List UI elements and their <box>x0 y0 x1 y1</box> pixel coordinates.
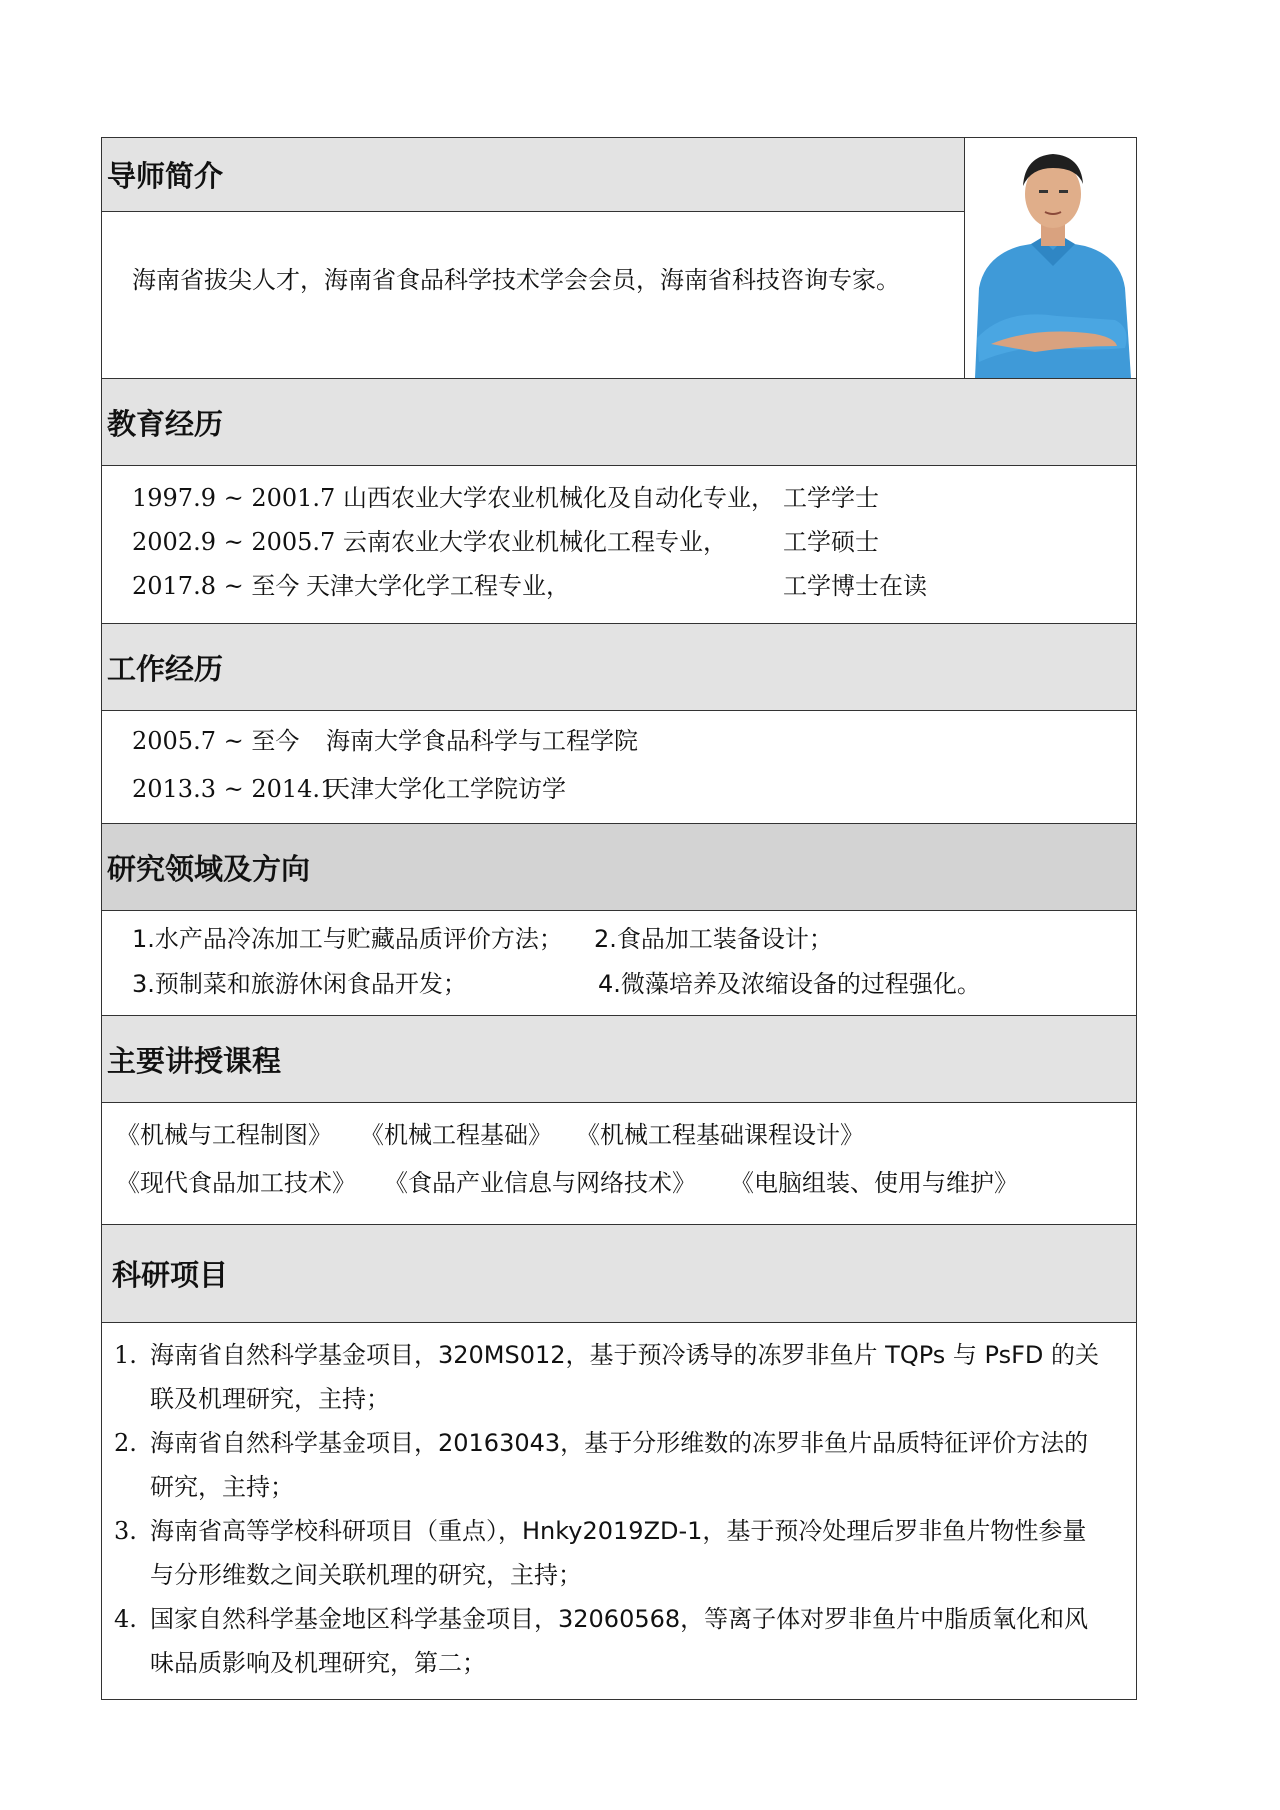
intro-body <box>102 212 966 378</box>
project-line: 海南省自然科学基金项目，20163043，基于分形维数的冻罗非鱼片品质特征评价方法的 <box>150 1429 1089 1457</box>
courses-title: 主要讲授课程 <box>107 1043 282 1078</box>
education-school: 山西农业大学农业机械化及自动化专业， <box>342 484 775 512</box>
intro-text: 海南省拔尖人才，海南省食品科学技术学会会员，海南省科技咨询专家。 <box>132 266 900 294</box>
section-header-courses <box>102 1015 1136 1103</box>
education-title: 教育经历 <box>107 406 224 441</box>
education-school: 天津大学化学工程专业， <box>306 572 570 600</box>
education-period: 2002.9 ~ 2005.7 <box>132 528 336 556</box>
project-line: 国家自然科学基金地区科学基金项目，32060568，等离子体对罗非鱼片中脂质氧化和风 <box>150 1605 1089 1633</box>
education-row <box>132 574 299 598</box>
course-item: 《机械工程基础课程设计》 <box>576 1121 864 1149</box>
education-period: 1997.9 ~ 2001.7 <box>132 484 336 512</box>
course-item: 《机械工程基础》 <box>360 1121 552 1149</box>
work-period: 2005.7 ~ 至今 <box>132 727 300 755</box>
section-header-work <box>102 623 1136 711</box>
work-title: 工作经历 <box>107 651 224 686</box>
portrait-icon <box>965 138 1136 378</box>
section-header-intro <box>102 138 966 212</box>
research-item: 1.水产品冷冻加工与贮藏品质评价方法； <box>132 925 563 953</box>
course-item: 《电脑组装、使用与维护》 <box>730 1169 1018 1197</box>
courses-body <box>102 1103 1136 1224</box>
portrait-photo <box>964 138 1136 378</box>
research-title: 研究领域及方向 <box>107 851 311 886</box>
education-school: 云南农业大学农业机械化工程专业， <box>342 528 727 556</box>
project-line: 联及机理研究，主持； <box>150 1385 390 1413</box>
projects-title: 科研项目 <box>112 1258 229 1292</box>
work-period: 2013.3 ~ 2014.1 <box>132 775 336 803</box>
research-body <box>102 911 1136 1015</box>
project-line: 海南省自然科学基金项目，320MS012，基于预冷诱导的冻罗非鱼片 TQPs 与 PsFD 的关 <box>150 1341 1100 1369</box>
course-item: 《机械与工程制图》 <box>116 1121 332 1149</box>
section-header-education <box>102 378 1136 466</box>
work-body <box>102 711 1136 823</box>
education-row <box>132 486 775 510</box>
education-body <box>102 466 1136 623</box>
intro-title: 导师简介 <box>107 159 224 193</box>
work-org: 天津大学化工学院访学 <box>326 775 566 803</box>
education-period: 2017.8 ~ 至今 <box>132 572 300 600</box>
project-number: 2. <box>114 1429 137 1457</box>
project-line: 海南省高等学校科研项目（重点），Hnky2019ZD-1，基于预冷处理后罗非鱼片物性参量 <box>150 1517 1087 1545</box>
section-header-research <box>102 823 1136 911</box>
course-item: 《食品产业信息与网络技术》 <box>384 1169 696 1197</box>
section-header-projects <box>102 1224 1136 1323</box>
education-degree: 工学博士在读 <box>783 572 927 600</box>
research-item: 3.预制菜和旅游休闲食品开发； <box>132 970 467 998</box>
project-number: 3. <box>114 1517 137 1545</box>
work-org: 海南大学食品科学与工程学院 <box>326 727 638 755</box>
profile-sheet <box>101 137 1137 1700</box>
project-line: 味品质影响及机理研究，第二； <box>150 1649 486 1677</box>
project-number: 4. <box>114 1605 137 1633</box>
education-degree: 工学硕士 <box>783 528 879 556</box>
project-line: 与分形维数之间关联机理的研究，主持； <box>150 1561 582 1589</box>
course-item: 《现代食品加工技术》 <box>116 1169 356 1197</box>
research-item: 4.微藻培养及浓缩设备的过程强化。 <box>598 970 981 998</box>
project-line: 研究，主持； <box>150 1473 294 1501</box>
projects-body <box>102 1323 1136 1699</box>
project-number: 1. <box>114 1341 137 1369</box>
education-degree: 工学学士 <box>783 484 879 512</box>
education-row <box>132 530 727 554</box>
research-item: 2.食品加工装备设计； <box>594 925 833 953</box>
